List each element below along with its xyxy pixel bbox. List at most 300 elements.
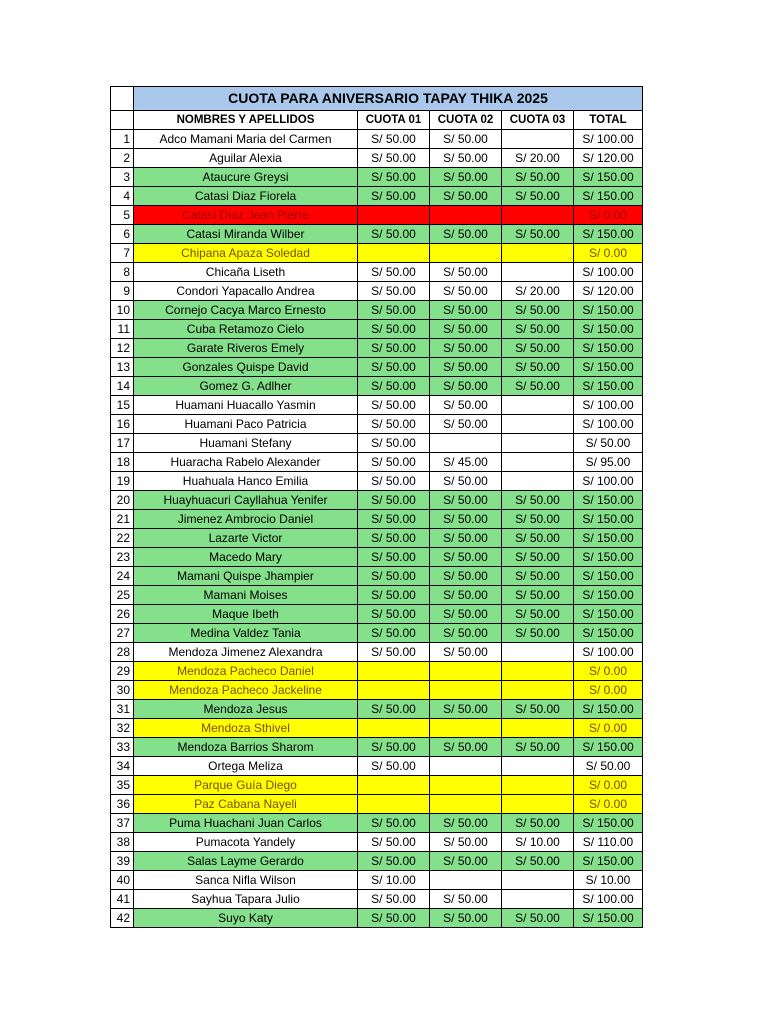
row-number: 6 (111, 225, 134, 244)
member-name: Jimenez Ambrocio Daniel (134, 510, 358, 529)
cuota-03-cell (502, 871, 574, 890)
total-cell: S/ 100.00 (574, 130, 643, 149)
row-number: 34 (111, 757, 134, 776)
cuota-03-cell: S/ 50.00 (502, 814, 574, 833)
cuota-01-cell: S/ 50.00 (358, 415, 430, 434)
cuota-03-cell: S/ 50.00 (502, 510, 574, 529)
row-number: 8 (111, 263, 134, 282)
row-number: 18 (111, 453, 134, 472)
cuota-02-cell: S/ 50.00 (430, 282, 502, 301)
cuota-03-cell (502, 263, 574, 282)
total-cell: S/ 150.00 (574, 605, 643, 624)
table-row (111, 681, 643, 700)
cuota-02-cell: S/ 50.00 (430, 339, 502, 358)
row-number: 22 (111, 529, 134, 548)
table-row (111, 434, 643, 453)
total-cell: S/ 150.00 (574, 377, 643, 396)
row-number: 41 (111, 890, 134, 909)
row-number: 33 (111, 738, 134, 757)
row-number: 12 (111, 339, 134, 358)
total-cell: S/ 150.00 (574, 586, 643, 605)
member-name: Huamani Stefany (134, 434, 358, 453)
table-row (111, 814, 643, 833)
cuota-01-cell: S/ 50.00 (358, 320, 430, 339)
row-number: 36 (111, 795, 134, 814)
row-number: 25 (111, 586, 134, 605)
member-name: Mendoza Pacheco Daniel (134, 662, 358, 681)
total-cell: S/ 150.00 (574, 225, 643, 244)
cuota-02-cell: S/ 50.00 (430, 605, 502, 624)
cuota-02-cell (430, 434, 502, 453)
cuota-03-cell (502, 415, 574, 434)
total-cell: S/ 150.00 (574, 548, 643, 567)
table-row (111, 244, 643, 263)
cuota-01-cell: S/ 50.00 (358, 453, 430, 472)
total-cell: S/ 0.00 (574, 244, 643, 263)
member-name: Mamani Moises (134, 586, 358, 605)
cuota-02-cell (430, 206, 502, 225)
table-title: CUOTA PARA ANIVERSARIO TAPAY THIKA 2025 (134, 87, 643, 111)
row-number: 42 (111, 909, 134, 928)
cuota-02-cell: S/ 50.00 (430, 567, 502, 586)
table-row (111, 130, 643, 149)
total-cell: S/ 100.00 (574, 415, 643, 434)
row-number: 28 (111, 643, 134, 662)
cuota-01-cell: S/ 50.00 (358, 301, 430, 320)
member-name: Adco Mamani Maria del Carmen (134, 130, 358, 149)
member-name: Mendoza Sthivel (134, 719, 358, 738)
table-row (111, 491, 643, 510)
cuota-03-cell: S/ 50.00 (502, 339, 574, 358)
cuota-03-cell (502, 662, 574, 681)
table-body (111, 87, 643, 928)
cuota-01-cell (358, 662, 430, 681)
total-cell: S/ 0.00 (574, 662, 643, 681)
total-cell: S/ 110.00 (574, 833, 643, 852)
cuota-03-cell (502, 757, 574, 776)
total-cell: S/ 100.00 (574, 890, 643, 909)
total-cell: S/ 150.00 (574, 700, 643, 719)
row-number: 14 (111, 377, 134, 396)
header-row (111, 111, 643, 130)
cuota-02-cell: S/ 45.00 (430, 453, 502, 472)
total-cell: S/ 0.00 (574, 795, 643, 814)
table-row (111, 206, 643, 225)
row-number: 26 (111, 605, 134, 624)
cuota-01-cell: S/ 50.00 (358, 852, 430, 871)
total-cell: S/ 0.00 (574, 681, 643, 700)
member-name: Aguilar Alexia (134, 149, 358, 168)
cuota-01-cell: S/ 50.00 (358, 757, 430, 776)
table-row (111, 358, 643, 377)
title-row (111, 87, 643, 111)
cuota-02-cell: S/ 50.00 (430, 548, 502, 567)
cuota-03-cell: S/ 50.00 (502, 852, 574, 871)
total-cell: S/ 50.00 (574, 434, 643, 453)
row-number: 39 (111, 852, 134, 871)
cuota-01-cell (358, 244, 430, 263)
member-name: Catasi Diaz Fiorela (134, 187, 358, 206)
cuota-02-cell (430, 244, 502, 263)
cuota-02-cell: S/ 50.00 (430, 225, 502, 244)
table-row (111, 871, 643, 890)
row-number: 1 (111, 130, 134, 149)
cuota-01-cell (358, 206, 430, 225)
table-row (111, 510, 643, 529)
cuota-01-cell: S/ 50.00 (358, 149, 430, 168)
table-row (111, 567, 643, 586)
member-name: Medina Valdez Tania (134, 624, 358, 643)
cuota-02-cell: S/ 50.00 (430, 510, 502, 529)
cuota-02-cell: S/ 50.00 (430, 624, 502, 643)
table-row (111, 263, 643, 282)
total-cell: S/ 10.00 (574, 871, 643, 890)
cuota-02-cell (430, 662, 502, 681)
member-name: Suyo Katy (134, 909, 358, 928)
table-row (111, 852, 643, 871)
cuota-02-cell: S/ 50.00 (430, 814, 502, 833)
member-name: Maque Ibeth (134, 605, 358, 624)
cuota-02-cell: S/ 50.00 (430, 909, 502, 928)
cuota-03-cell: S/ 50.00 (502, 605, 574, 624)
cuota-01-cell: S/ 50.00 (358, 187, 430, 206)
member-name: Huahuala Hanco Emilia (134, 472, 358, 491)
member-name: Condori Yapacallo Andrea (134, 282, 358, 301)
member-name: Lazarte Victor (134, 529, 358, 548)
cuota-01-cell: S/ 50.00 (358, 168, 430, 187)
member-name: Cornejo Cacya Marco Ernesto (134, 301, 358, 320)
cuota-03-cell (502, 795, 574, 814)
cuota-03-cell: S/ 50.00 (502, 168, 574, 187)
total-cell: S/ 100.00 (574, 643, 643, 662)
member-name: Mendoza Jimenez Alexandra (134, 643, 358, 662)
cuota-03-cell: S/ 50.00 (502, 624, 574, 643)
row-number: 32 (111, 719, 134, 738)
member-name: Ortega Meliza (134, 757, 358, 776)
cuota-01-cell: S/ 50.00 (358, 491, 430, 510)
header-total: TOTAL (574, 111, 643, 130)
total-cell: S/ 150.00 (574, 624, 643, 643)
row-number: 20 (111, 491, 134, 510)
cuota-02-cell: S/ 50.00 (430, 377, 502, 396)
total-cell: S/ 150.00 (574, 339, 643, 358)
row-number: 27 (111, 624, 134, 643)
row-number: 40 (111, 871, 134, 890)
table-row (111, 624, 643, 643)
cuota-01-cell: S/ 50.00 (358, 890, 430, 909)
cuota-01-cell: S/ 50.00 (358, 225, 430, 244)
member-name: Catasi Díaz Jean Pierre (134, 206, 358, 225)
cuota-03-cell: S/ 10.00 (502, 833, 574, 852)
cuota-02-cell (430, 757, 502, 776)
cuota-01-cell: S/ 50.00 (358, 624, 430, 643)
cuota-03-cell (502, 130, 574, 149)
member-name: Macedo Mary (134, 548, 358, 567)
table-row (111, 377, 643, 396)
cuota-03-cell: S/ 50.00 (502, 700, 574, 719)
cuota-03-cell (502, 890, 574, 909)
cuota-03-cell: S/ 50.00 (502, 320, 574, 339)
member-name: Gomez G. Adlher (134, 377, 358, 396)
cuota-03-cell (502, 776, 574, 795)
cuota-02-cell: S/ 50.00 (430, 301, 502, 320)
header-index-cell (111, 111, 134, 130)
cuota-02-cell: S/ 50.00 (430, 890, 502, 909)
total-cell: S/ 100.00 (574, 263, 643, 282)
total-cell: S/ 150.00 (574, 510, 643, 529)
row-number: 29 (111, 662, 134, 681)
cuota-03-cell: S/ 50.00 (502, 358, 574, 377)
member-name: Chipana Apaza Soledad (134, 244, 358, 263)
table-row (111, 187, 643, 206)
row-number: 24 (111, 567, 134, 586)
cuota-03-cell: S/ 50.00 (502, 491, 574, 510)
cuota-01-cell: S/ 50.00 (358, 605, 430, 624)
cuota-01-cell (358, 681, 430, 700)
table-row (111, 320, 643, 339)
row-number: 15 (111, 396, 134, 415)
row-number: 4 (111, 187, 134, 206)
cuota-01-cell: S/ 50.00 (358, 700, 430, 719)
table-row (111, 890, 643, 909)
total-cell: S/ 150.00 (574, 301, 643, 320)
member-name: Pumacota Yandely (134, 833, 358, 852)
total-cell: S/ 150.00 (574, 852, 643, 871)
member-name: Mendoza Barrios Sharom (134, 738, 358, 757)
cuota-01-cell: S/ 50.00 (358, 909, 430, 928)
member-name: Sanca Nifla Wilson (134, 871, 358, 890)
cuota-01-cell (358, 795, 430, 814)
cuota-02-cell: S/ 50.00 (430, 738, 502, 757)
table-row (111, 662, 643, 681)
table-row (111, 225, 643, 244)
member-name: Huayhuacuri Cayllahua Yenifer (134, 491, 358, 510)
cuota-02-cell: S/ 50.00 (430, 168, 502, 187)
cuota-03-cell: S/ 50.00 (502, 567, 574, 586)
cuota-03-cell: S/ 20.00 (502, 149, 574, 168)
table-row (111, 529, 643, 548)
table-row (111, 586, 643, 605)
row-number: 31 (111, 700, 134, 719)
cuota-02-cell: S/ 50.00 (430, 529, 502, 548)
cuota-01-cell: S/ 50.00 (358, 586, 430, 605)
cuota-01-cell: S/ 50.00 (358, 434, 430, 453)
table-row (111, 453, 643, 472)
total-cell: S/ 120.00 (574, 282, 643, 301)
total-cell: S/ 150.00 (574, 814, 643, 833)
total-cell: S/ 150.00 (574, 909, 643, 928)
cuota-02-cell: S/ 50.00 (430, 396, 502, 415)
cuota-02-cell: S/ 50.00 (430, 586, 502, 605)
cuota-03-cell (502, 643, 574, 662)
cuota-02-cell: S/ 50.00 (430, 187, 502, 206)
table-row (111, 776, 643, 795)
total-cell: S/ 150.00 (574, 320, 643, 339)
total-cell: S/ 0.00 (574, 206, 643, 225)
cuota-02-cell: S/ 50.00 (430, 320, 502, 339)
total-cell: S/ 120.00 (574, 149, 643, 168)
member-name: Paz Cabana Nayeli (134, 795, 358, 814)
cuota-01-cell (358, 719, 430, 738)
cuota-02-cell (430, 719, 502, 738)
cuota-01-cell: S/ 50.00 (358, 339, 430, 358)
cuota-03-cell (502, 244, 574, 263)
member-name: Mendoza Jesus (134, 700, 358, 719)
cuota-01-cell: S/ 50.00 (358, 567, 430, 586)
member-name: Huamani Huacallo Yasmin (134, 396, 358, 415)
header-cuota-02: CUOTA 02 (430, 111, 502, 130)
total-cell: S/ 0.00 (574, 776, 643, 795)
header-cuota-01: CUOTA 01 (358, 111, 430, 130)
cuota-03-cell: S/ 50.00 (502, 909, 574, 928)
cuota-02-cell: S/ 50.00 (430, 852, 502, 871)
cuota-01-cell: S/ 50.00 (358, 396, 430, 415)
row-number: 30 (111, 681, 134, 700)
cuota-02-cell: S/ 50.00 (430, 149, 502, 168)
row-number: 16 (111, 415, 134, 434)
cuota-01-cell: S/ 10.00 (358, 871, 430, 890)
member-name: Ataucure Greysi (134, 168, 358, 187)
total-cell: S/ 50.00 (574, 757, 643, 776)
total-cell: S/ 150.00 (574, 168, 643, 187)
cuota-02-cell: S/ 50.00 (430, 415, 502, 434)
cuota-01-cell: S/ 50.00 (358, 358, 430, 377)
cuota-02-cell: S/ 50.00 (430, 472, 502, 491)
cuota-02-cell: S/ 50.00 (430, 130, 502, 149)
row-number: 11 (111, 320, 134, 339)
cuota-02-cell (430, 776, 502, 795)
row-number: 9 (111, 282, 134, 301)
row-number: 17 (111, 434, 134, 453)
cuota-01-cell: S/ 50.00 (358, 833, 430, 852)
cuota-03-cell: S/ 50.00 (502, 377, 574, 396)
member-name: Cuba Retamozo Cielo (134, 320, 358, 339)
cuota-03-cell: S/ 50.00 (502, 301, 574, 320)
total-cell: S/ 150.00 (574, 491, 643, 510)
cuota-01-cell: S/ 50.00 (358, 738, 430, 757)
header-name: NOMBRES Y APELLIDOS (134, 111, 358, 130)
cuota-01-cell: S/ 50.00 (358, 130, 430, 149)
cuota-03-cell (502, 434, 574, 453)
cuota-03-cell (502, 681, 574, 700)
member-name: Chicaña Liseth (134, 263, 358, 282)
member-name: Salas Layme Gerardo (134, 852, 358, 871)
corner-cell (111, 87, 134, 111)
total-cell: S/ 100.00 (574, 396, 643, 415)
table-row (111, 795, 643, 814)
cuota-01-cell: S/ 50.00 (358, 814, 430, 833)
cuota-02-cell: S/ 50.00 (430, 263, 502, 282)
member-name: Garate Riveros Emely (134, 339, 358, 358)
cuota-02-cell: S/ 50.00 (430, 833, 502, 852)
row-number: 3 (111, 168, 134, 187)
total-cell: S/ 150.00 (574, 529, 643, 548)
row-number: 37 (111, 814, 134, 833)
total-cell: S/ 150.00 (574, 738, 643, 757)
cuota-01-cell: S/ 50.00 (358, 643, 430, 662)
table-row (111, 301, 643, 320)
row-number: 2 (111, 149, 134, 168)
row-number: 21 (111, 510, 134, 529)
table-row (111, 719, 643, 738)
member-name: Gonzales Quispe David (134, 358, 358, 377)
cuota-02-cell: S/ 50.00 (430, 358, 502, 377)
member-name: Parque Guía Diego (134, 776, 358, 795)
member-name: Mamani Quispe Jhampier (134, 567, 358, 586)
table-row (111, 282, 643, 301)
cuota-03-cell: S/ 50.00 (502, 225, 574, 244)
cuota-01-cell: S/ 50.00 (358, 548, 430, 567)
table-row (111, 643, 643, 662)
cuota-03-cell: S/ 50.00 (502, 738, 574, 757)
cuota-03-cell: S/ 50.00 (502, 586, 574, 605)
row-number: 5 (111, 206, 134, 225)
member-name: Sayhua Tapara Julio (134, 890, 358, 909)
total-cell: S/ 100.00 (574, 472, 643, 491)
row-number: 19 (111, 472, 134, 491)
cuota-03-cell: S/ 50.00 (502, 187, 574, 206)
table-row (111, 472, 643, 491)
cuota-01-cell: S/ 50.00 (358, 529, 430, 548)
cuota-02-cell (430, 795, 502, 814)
cuota-02-cell: S/ 50.00 (430, 700, 502, 719)
table-row (111, 605, 643, 624)
table-row (111, 548, 643, 567)
table-row (111, 700, 643, 719)
member-name: Mendoza Pacheco Jackeline (134, 681, 358, 700)
row-number: 35 (111, 776, 134, 795)
table-row (111, 149, 643, 168)
cuota-03-cell (502, 396, 574, 415)
table-row (111, 757, 643, 776)
total-cell: S/ 150.00 (574, 187, 643, 206)
table-row (111, 396, 643, 415)
cuota-03-cell (502, 206, 574, 225)
member-name: Catasi Miranda Wilber (134, 225, 358, 244)
cuota-01-cell: S/ 50.00 (358, 282, 430, 301)
row-number: 13 (111, 358, 134, 377)
cuota-03-cell: S/ 20.00 (502, 282, 574, 301)
member-name: Huamani Paco Patricia (134, 415, 358, 434)
total-cell: S/ 0.00 (574, 719, 643, 738)
cuota-03-cell (502, 472, 574, 491)
cuota-02-cell (430, 871, 502, 890)
member-name: Puma Huachani Juan Carlos (134, 814, 358, 833)
total-cell: S/ 150.00 (574, 567, 643, 586)
cuota-01-cell: S/ 50.00 (358, 263, 430, 282)
cuota-01-cell: S/ 50.00 (358, 377, 430, 396)
row-number: 38 (111, 833, 134, 852)
table-row (111, 339, 643, 358)
header-cuota-03: CUOTA 03 (502, 111, 574, 130)
cuota-03-cell (502, 453, 574, 472)
row-number: 10 (111, 301, 134, 320)
total-cell: S/ 150.00 (574, 358, 643, 377)
quota-table (110, 86, 643, 928)
cuota-02-cell: S/ 50.00 (430, 643, 502, 662)
table-row (111, 168, 643, 187)
total-cell: S/ 95.00 (574, 453, 643, 472)
table-row (111, 738, 643, 757)
table-row (111, 909, 643, 928)
cuota-01-cell: S/ 50.00 (358, 510, 430, 529)
cuota-02-cell (430, 681, 502, 700)
table-row (111, 833, 643, 852)
table-row (111, 415, 643, 434)
row-number: 7 (111, 244, 134, 263)
cuota-01-cell (358, 776, 430, 795)
row-number: 23 (111, 548, 134, 567)
